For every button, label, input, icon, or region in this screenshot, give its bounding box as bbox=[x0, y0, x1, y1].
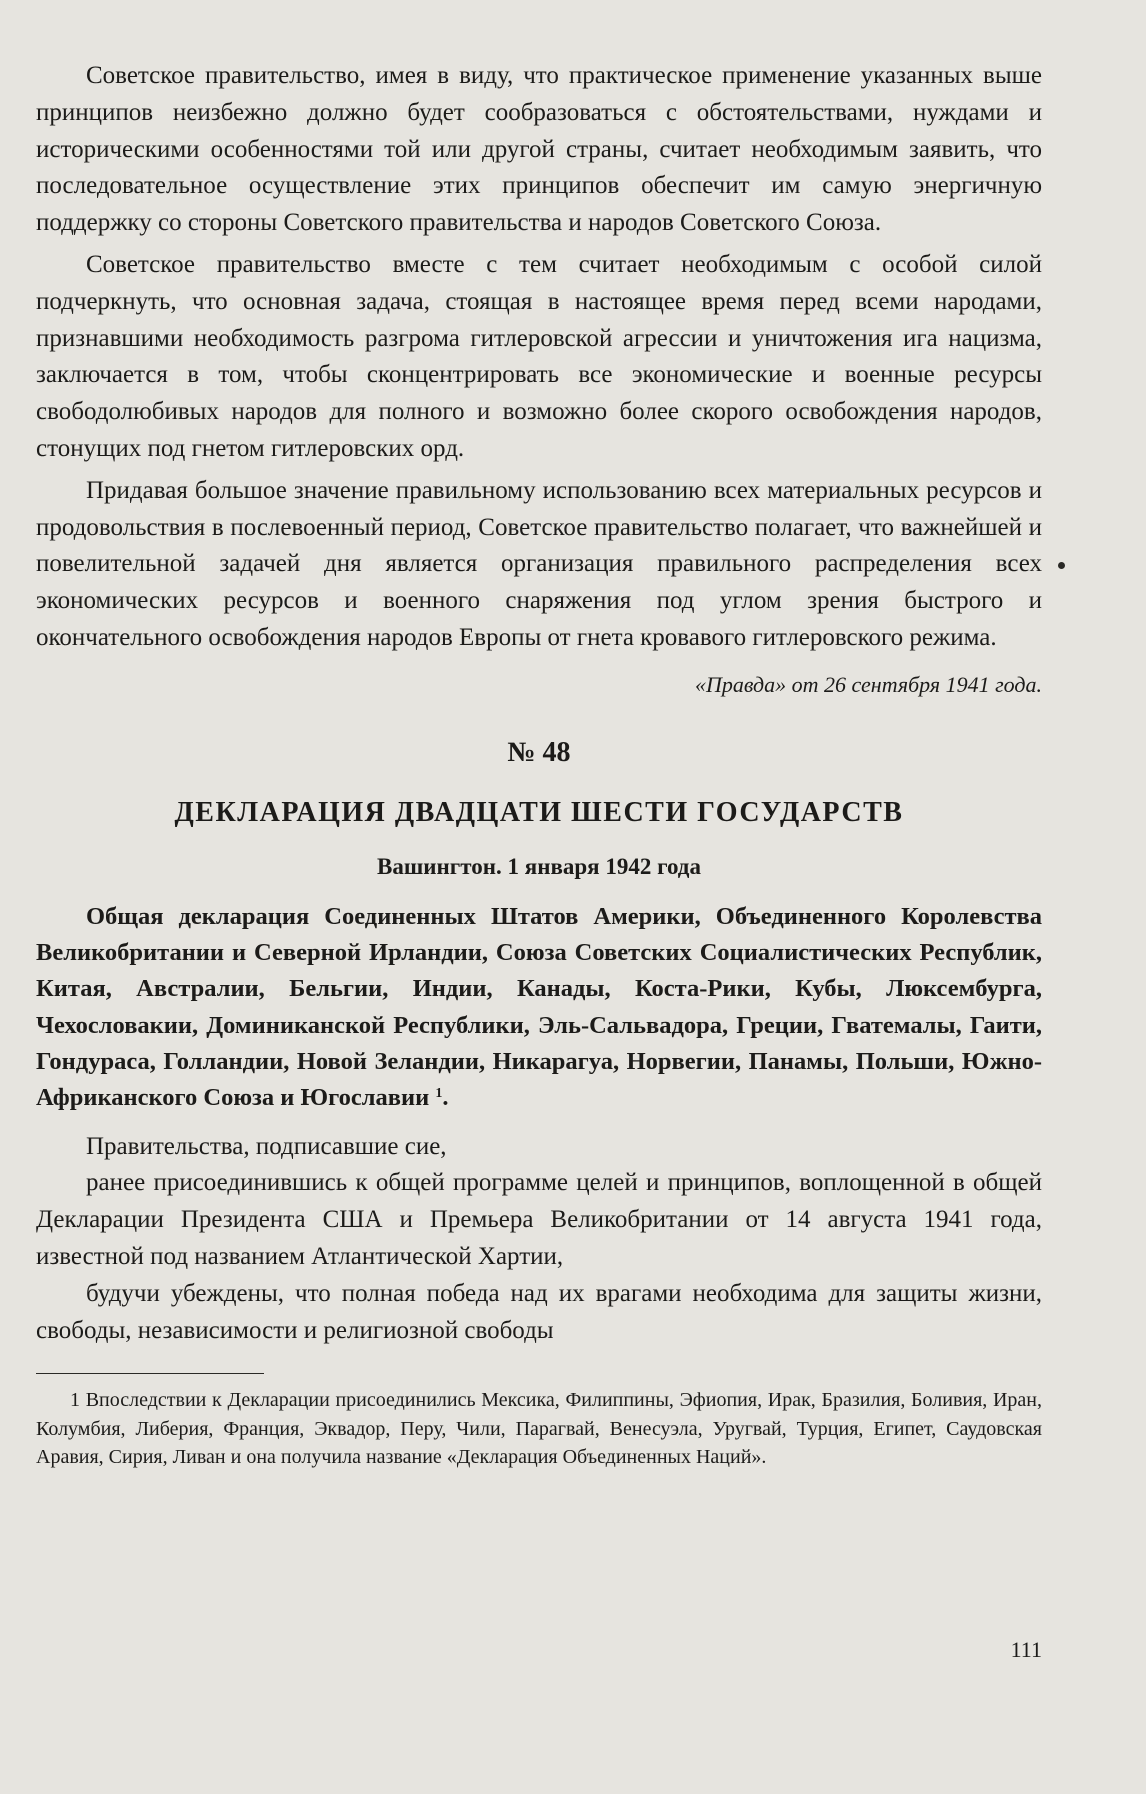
paragraph-main-task: Советское правительство вместе с тем считает необходимым с особой силой подчеркнуть, что основная задача, стоящая в настоящее время перед всеми народами, признавшими необходимость разгрома гитлеровской агрессии и уничтожения ига нацизма, заключается в том, чтобы сконцентрировать все экономические и военные ресурсы свободолюбивых народов для полного и возможно более скорого освобождения народов, стонущих под гнетом гитлеровских орд. bbox=[36, 250, 1042, 462]
declaration-preamble: Общая декларация Соединенных Штатов Америки, Объединенного Королевства Великобритании и Северной Ирландии, Союза Советских Социалистических Республик, Китая, Австралии, Бельгии, Индии, Канады, Коста-Рики, Кубы, Люксембурга, Чехословакии, Доминиканской Республики, Эль-Сальвадора, Греции, Гватемалы, Гаити, Гондураса, Голландии, Новой Зеландии, Никарагуа, Норвегии, Панамы, Польши, Южно-Африканского Союза и Югославии $^1$. bbox=[36, 902, 1042, 1112]
clause-signatory-governments: Правительства, подписавшие сие, bbox=[86, 1132, 447, 1160]
page-number: 111 bbox=[1010, 1637, 1042, 1662]
paragraph-soviet-government-principles: Советское правительство, имея в виду, что практическое применение указанных выше принципов неизбежно должно будет сообразоваться с обстоятельствами, нуждами и историческими особенностями той или другой страны, считает необходимым заявить, что последовательное осуществление этих принципов обеспечит им самую энергичную поддержку со стороны Советского правительства и народов Советского Союза. bbox=[36, 62, 1042, 237]
clause-complete-victory: будучи убеждены, что полная победа над их врагами необходима для защиты жизни, свободы, независимости и религиозной свободы bbox=[36, 1279, 1042, 1344]
footnote-marker: 1 bbox=[70, 1389, 80, 1412]
source-citation: «Правда» от 26 сентября 1941 года. bbox=[695, 671, 1042, 697]
footnote bbox=[36, 1386, 1042, 1472]
paragraph-material-resources: Придавая большое значение правильному использованию всех материальных ресурсов и продовольствия в послевоенный период, Советское правительство полагает, что важнейшей и повелительной задачей дня является организация правильного распределения всех экономических ресурсов и военного снаряжения под углом зрения быстрого и окончательного освобождения народов Европы от гнета кровавого гитлеровского режима. bbox=[36, 476, 1042, 651]
margin-ink-speck bbox=[1058, 562, 1065, 569]
footnote-text: Впоследствии к Декларации присоединились Мексика, Филиппины, Эфиопия, Ирак, Бразилия, Боливия, Иран, Колумбия, Либерия, Франция, Эквадор, Перу, Чили, Парагвай, Венесуэла, Уругвай, Турция, Египет, Саудовская Аравия, Сирия, Ливан и она получила название «Декларация Объединенных Наций». bbox=[36, 1389, 1043, 1469]
document-title: ДЕКЛАРАЦИЯ ДВАДЦАТИ ШЕСТИ ГОСУДАРСТВ bbox=[174, 796, 904, 828]
footnote-reference[interactable]: 1 bbox=[435, 1086, 443, 1102]
footnote-divider bbox=[36, 1373, 264, 1374]
declaration-preamble-text: Общая декларация Соединенных Штатов Америки, Объединенного Королевства Великобритании и Северной Ирландии, Союза Советских Социалистических Республик, Китая, Австралии, Бельгии, Индии, Канады, Коста-Рики, Кубы, Люксембурга, Чехословакии, Доминиканской Республики, Эль-Сальвадора, Греции, Гватемалы, Гаити, Гондураса, Голландии, Новой Зеландии, Никарагуа, Норвегии, Панамы, Польши, Южно-Африканского Союза и Югославии bbox=[36, 902, 1042, 1112]
document-number: № 48 bbox=[507, 736, 571, 768]
document-place-date: Вашингтон. 1 января 1942 года bbox=[377, 853, 701, 879]
clause-atlantic-charter: ранее присоединившись к общей программе целей и принципов, воплощенной в общей Декларации Президента США и Премьера Великобритании от 14 августа 1941 года, известной под названием Атлантической Хартии, bbox=[36, 1169, 1042, 1270]
